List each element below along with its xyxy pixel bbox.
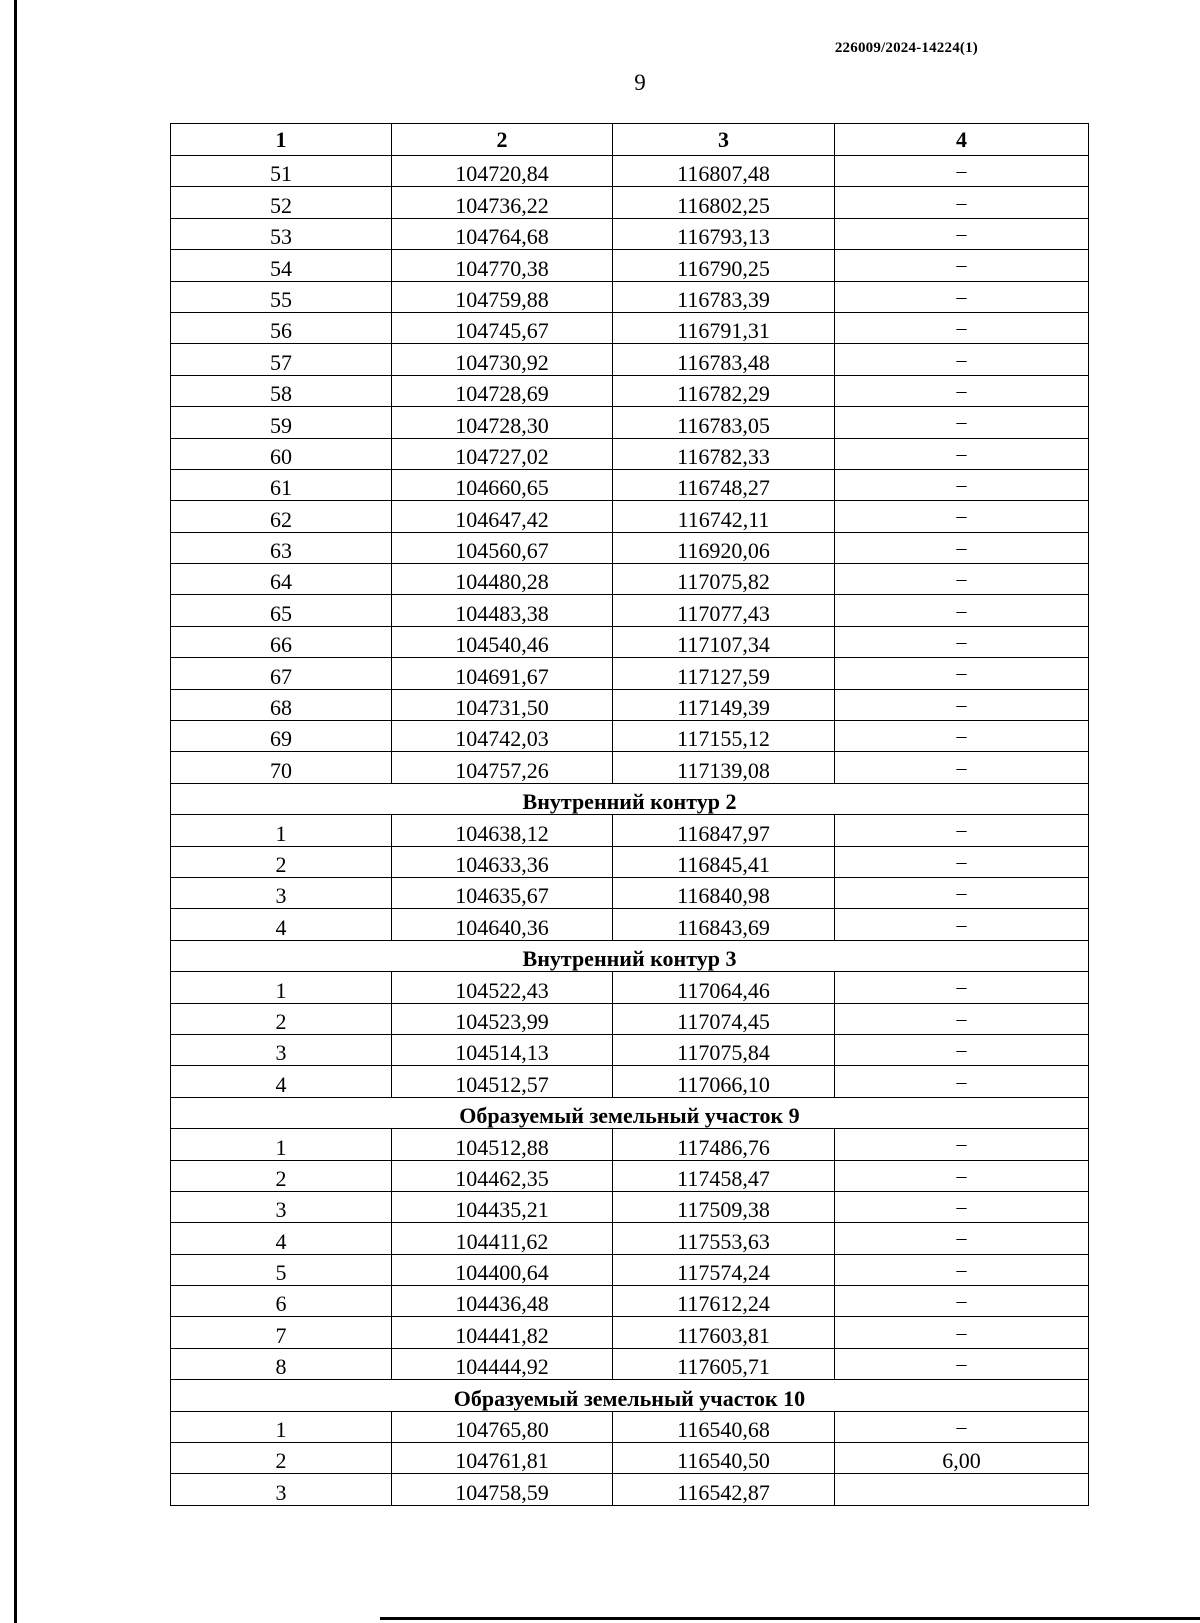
distance-cell: – xyxy=(835,1160,1089,1191)
x-coordinate-cell: 104758,59 xyxy=(392,1474,613,1505)
distance-cell: – xyxy=(835,375,1089,406)
y-coordinate-cell: 117603,81 xyxy=(613,1317,835,1348)
distance-cell: – xyxy=(835,532,1089,563)
point-number-cell: 63 xyxy=(171,532,392,563)
x-coordinate-cell: 104483,38 xyxy=(392,595,613,626)
distance-cell: – xyxy=(835,312,1089,343)
column-header: 4 xyxy=(835,124,1089,156)
distance-cell: – xyxy=(835,595,1089,626)
x-coordinate-cell: 104727,02 xyxy=(392,438,613,469)
point-number-cell: 5 xyxy=(171,1254,392,1285)
y-coordinate-cell: 116783,48 xyxy=(613,344,835,375)
point-number-cell: 1 xyxy=(171,815,392,846)
distance-cell: – xyxy=(835,438,1089,469)
distance-cell: – xyxy=(835,1286,1089,1317)
point-number-cell: 4 xyxy=(171,1066,392,1097)
table-row xyxy=(171,1286,1089,1317)
table-row xyxy=(171,1129,1089,1160)
x-coordinate-cell: 104757,26 xyxy=(392,752,613,783)
table-row xyxy=(171,815,1089,846)
distance-cell: – xyxy=(835,1034,1089,1065)
x-coordinate-cell: 104435,21 xyxy=(392,1191,613,1222)
table-row xyxy=(171,626,1089,657)
distance-cell: – xyxy=(835,281,1089,312)
section-title: Внутренний контур 3 xyxy=(171,940,1089,971)
table-row xyxy=(171,1034,1089,1065)
table-row xyxy=(171,595,1089,626)
distance-cell: – xyxy=(835,972,1089,1003)
distance-cell: – xyxy=(835,501,1089,532)
x-coordinate-cell: 104728,69 xyxy=(392,375,613,406)
y-coordinate-cell: 117458,47 xyxy=(613,1160,835,1191)
section-title-row xyxy=(171,940,1089,971)
x-coordinate-cell: 104764,68 xyxy=(392,218,613,249)
table-row xyxy=(171,218,1089,249)
x-coordinate-cell: 104761,81 xyxy=(392,1443,613,1474)
x-coordinate-cell: 104770,38 xyxy=(392,250,613,281)
x-coordinate-cell: 104462,35 xyxy=(392,1160,613,1191)
point-number-cell: 1 xyxy=(171,972,392,1003)
y-coordinate-cell: 116783,39 xyxy=(613,281,835,312)
y-coordinate-cell: 117074,45 xyxy=(613,1003,835,1034)
table-row xyxy=(171,501,1089,532)
distance-cell: 6,00 xyxy=(835,1443,1089,1474)
distance-cell: – xyxy=(835,407,1089,438)
distance-cell: – xyxy=(835,626,1089,657)
x-coordinate-cell: 104765,80 xyxy=(392,1411,613,1442)
x-coordinate-cell: 104647,42 xyxy=(392,501,613,532)
distance-cell: – xyxy=(835,564,1089,595)
distance-cell: – xyxy=(835,250,1089,281)
y-coordinate-cell: 117149,39 xyxy=(613,689,835,720)
y-coordinate-cell: 116847,97 xyxy=(613,815,835,846)
point-number-cell: 54 xyxy=(171,250,392,281)
y-coordinate-cell: 116807,48 xyxy=(613,156,835,187)
y-coordinate-cell: 117107,34 xyxy=(613,626,835,657)
point-number-cell: 4 xyxy=(171,909,392,940)
coordinates-table xyxy=(170,123,1089,1506)
x-coordinate-cell: 104514,13 xyxy=(392,1034,613,1065)
point-number-cell: 3 xyxy=(171,1474,392,1505)
distance-cell: – xyxy=(835,1254,1089,1285)
point-number-cell: 2 xyxy=(171,1160,392,1191)
table-row xyxy=(171,1066,1089,1097)
point-number-cell: 64 xyxy=(171,564,392,595)
y-coordinate-cell: 116840,98 xyxy=(613,877,835,908)
point-number-cell: 8 xyxy=(171,1348,392,1379)
point-number-cell: 6 xyxy=(171,1286,392,1317)
x-coordinate-cell: 104728,30 xyxy=(392,407,613,438)
y-coordinate-cell: 116542,87 xyxy=(613,1474,835,1505)
y-coordinate-cell: 116843,69 xyxy=(613,909,835,940)
y-coordinate-cell: 116791,31 xyxy=(613,312,835,343)
table-row xyxy=(171,187,1089,218)
x-coordinate-cell: 104512,57 xyxy=(392,1066,613,1097)
distance-cell: – xyxy=(835,721,1089,752)
distance-cell: – xyxy=(835,752,1089,783)
table-row xyxy=(171,1191,1089,1222)
table-row xyxy=(171,877,1089,908)
distance-cell: – xyxy=(835,1223,1089,1254)
y-coordinate-cell: 116540,68 xyxy=(613,1411,835,1442)
point-number-cell: 1 xyxy=(171,1411,392,1442)
point-number-cell: 2 xyxy=(171,1003,392,1034)
table-row xyxy=(171,564,1089,595)
table-row xyxy=(171,1223,1089,1254)
point-number-cell: 66 xyxy=(171,626,392,657)
table-row xyxy=(171,281,1089,312)
x-coordinate-cell: 104736,22 xyxy=(392,187,613,218)
distance-cell: – xyxy=(835,1066,1089,1097)
y-coordinate-cell: 117064,46 xyxy=(613,972,835,1003)
point-number-cell: 69 xyxy=(171,721,392,752)
y-coordinate-cell: 116793,13 xyxy=(613,218,835,249)
x-coordinate-cell: 104745,67 xyxy=(392,312,613,343)
point-number-cell: 55 xyxy=(171,281,392,312)
x-coordinate-cell: 104635,67 xyxy=(392,877,613,908)
point-number-cell: 56 xyxy=(171,312,392,343)
x-coordinate-cell: 104633,36 xyxy=(392,846,613,877)
table-row xyxy=(171,250,1089,281)
point-number-cell: 7 xyxy=(171,1317,392,1348)
distance-cell: – xyxy=(835,658,1089,689)
section-title-row xyxy=(171,1380,1089,1411)
y-coordinate-cell: 116782,29 xyxy=(613,375,835,406)
table-row xyxy=(171,658,1089,689)
x-coordinate-cell: 104436,48 xyxy=(392,1286,613,1317)
y-coordinate-cell: 117077,43 xyxy=(613,595,835,626)
table-row xyxy=(171,344,1089,375)
scan-bottom-line xyxy=(380,1617,1200,1620)
distance-cell xyxy=(835,1474,1089,1505)
table-header-row xyxy=(171,124,1089,156)
y-coordinate-cell: 117127,59 xyxy=(613,658,835,689)
point-number-cell: 1 xyxy=(171,1129,392,1160)
table-row xyxy=(171,909,1089,940)
y-coordinate-cell: 117075,82 xyxy=(613,564,835,595)
x-coordinate-cell: 104640,36 xyxy=(392,909,613,940)
x-coordinate-cell: 104731,50 xyxy=(392,689,613,720)
point-number-cell: 52 xyxy=(171,187,392,218)
y-coordinate-cell: 117612,24 xyxy=(613,1286,835,1317)
point-number-cell: 51 xyxy=(171,156,392,187)
point-number-cell: 59 xyxy=(171,407,392,438)
y-coordinate-cell: 116748,27 xyxy=(613,469,835,500)
x-coordinate-cell: 104730,92 xyxy=(392,344,613,375)
x-coordinate-cell: 104512,88 xyxy=(392,1129,613,1160)
table-row xyxy=(171,1411,1089,1442)
distance-cell: – xyxy=(835,846,1089,877)
section-title-row xyxy=(171,783,1089,814)
point-number-cell: 3 xyxy=(171,877,392,908)
y-coordinate-cell: 117155,12 xyxy=(613,721,835,752)
x-coordinate-cell: 104560,67 xyxy=(392,532,613,563)
table-row xyxy=(171,532,1089,563)
point-number-cell: 62 xyxy=(171,501,392,532)
point-number-cell: 2 xyxy=(171,846,392,877)
y-coordinate-cell: 117574,24 xyxy=(613,1254,835,1285)
table-row xyxy=(171,438,1089,469)
distance-cell: – xyxy=(835,1317,1089,1348)
distance-cell: – xyxy=(835,156,1089,187)
distance-cell: – xyxy=(835,909,1089,940)
x-coordinate-cell: 104441,82 xyxy=(392,1317,613,1348)
y-coordinate-cell: 117486,76 xyxy=(613,1129,835,1160)
y-coordinate-cell: 116802,25 xyxy=(613,187,835,218)
x-coordinate-cell: 104480,28 xyxy=(392,564,613,595)
table-row xyxy=(171,1348,1089,1379)
column-header: 2 xyxy=(392,124,613,156)
table-row xyxy=(171,1003,1089,1034)
section-title: Внутренний контур 2 xyxy=(171,783,1089,814)
point-number-cell: 60 xyxy=(171,438,392,469)
section-title-row xyxy=(171,1097,1089,1128)
distance-cell: – xyxy=(835,218,1089,249)
table-row xyxy=(171,1443,1089,1474)
distance-cell: – xyxy=(835,1411,1089,1442)
page-number: 9 xyxy=(634,70,646,95)
point-number-cell: 70 xyxy=(171,752,392,783)
distance-cell: – xyxy=(835,1129,1089,1160)
table-row xyxy=(171,1160,1089,1191)
distance-cell: – xyxy=(835,187,1089,218)
scan-edge-line xyxy=(14,0,17,1623)
y-coordinate-cell: 116783,05 xyxy=(613,407,835,438)
section-title: Образуемый земельный участок 10 xyxy=(171,1380,1089,1411)
distance-cell: – xyxy=(835,815,1089,846)
distance-cell: – xyxy=(835,469,1089,500)
point-number-cell: 65 xyxy=(171,595,392,626)
y-coordinate-cell: 117605,71 xyxy=(613,1348,835,1379)
distance-cell: – xyxy=(835,1191,1089,1222)
x-coordinate-cell: 104660,65 xyxy=(392,469,613,500)
x-coordinate-cell: 104522,43 xyxy=(392,972,613,1003)
table-row xyxy=(171,469,1089,500)
y-coordinate-cell: 117139,08 xyxy=(613,752,835,783)
section-title: Образуемый земельный участок 9 xyxy=(171,1097,1089,1128)
y-coordinate-cell: 116540,50 xyxy=(613,1443,835,1474)
x-coordinate-cell: 104691,67 xyxy=(392,658,613,689)
x-coordinate-cell: 104444,92 xyxy=(392,1348,613,1379)
x-coordinate-cell: 104742,03 xyxy=(392,721,613,752)
table-row xyxy=(171,407,1089,438)
x-coordinate-cell: 104523,99 xyxy=(392,1003,613,1034)
x-coordinate-cell: 104638,12 xyxy=(392,815,613,846)
point-number-cell: 2 xyxy=(171,1443,392,1474)
y-coordinate-cell: 116782,33 xyxy=(613,438,835,469)
point-number-cell: 68 xyxy=(171,689,392,720)
x-coordinate-cell: 104400,64 xyxy=(392,1254,613,1285)
column-header: 3 xyxy=(613,124,835,156)
point-number-cell: 4 xyxy=(171,1223,392,1254)
point-number-cell: 67 xyxy=(171,658,392,689)
point-number-cell: 57 xyxy=(171,344,392,375)
table-row xyxy=(171,1254,1089,1285)
y-coordinate-cell: 117509,38 xyxy=(613,1191,835,1222)
distance-cell: – xyxy=(835,1003,1089,1034)
table-row xyxy=(171,689,1089,720)
document-number: 226009/2024-14224(1) xyxy=(834,40,978,56)
distance-cell: – xyxy=(835,344,1089,375)
column-header: 1 xyxy=(171,124,392,156)
y-coordinate-cell: 117553,63 xyxy=(613,1223,835,1254)
table-row xyxy=(171,156,1089,187)
table-row xyxy=(171,312,1089,343)
distance-cell: – xyxy=(835,877,1089,908)
table-row xyxy=(171,1317,1089,1348)
point-number-cell: 3 xyxy=(171,1191,392,1222)
x-coordinate-cell: 104540,46 xyxy=(392,626,613,657)
x-coordinate-cell: 104720,84 xyxy=(392,156,613,187)
point-number-cell: 53 xyxy=(171,218,392,249)
table-row xyxy=(171,1474,1089,1505)
table-row xyxy=(171,972,1089,1003)
x-coordinate-cell: 104411,62 xyxy=(392,1223,613,1254)
y-coordinate-cell: 116845,41 xyxy=(613,846,835,877)
y-coordinate-cell: 116920,06 xyxy=(613,532,835,563)
table-row xyxy=(171,721,1089,752)
table-row xyxy=(171,752,1089,783)
y-coordinate-cell: 117075,84 xyxy=(613,1034,835,1065)
coordinates-table-body xyxy=(171,124,1089,1506)
distance-cell: – xyxy=(835,1348,1089,1379)
table-row xyxy=(171,846,1089,877)
point-number-cell: 61 xyxy=(171,469,392,500)
point-number-cell: 3 xyxy=(171,1034,392,1065)
point-number-cell: 58 xyxy=(171,375,392,406)
y-coordinate-cell: 117066,10 xyxy=(613,1066,835,1097)
y-coordinate-cell: 116790,25 xyxy=(613,250,835,281)
table-row xyxy=(171,375,1089,406)
distance-cell: – xyxy=(835,689,1089,720)
x-coordinate-cell: 104759,88 xyxy=(392,281,613,312)
y-coordinate-cell: 116742,11 xyxy=(613,501,835,532)
